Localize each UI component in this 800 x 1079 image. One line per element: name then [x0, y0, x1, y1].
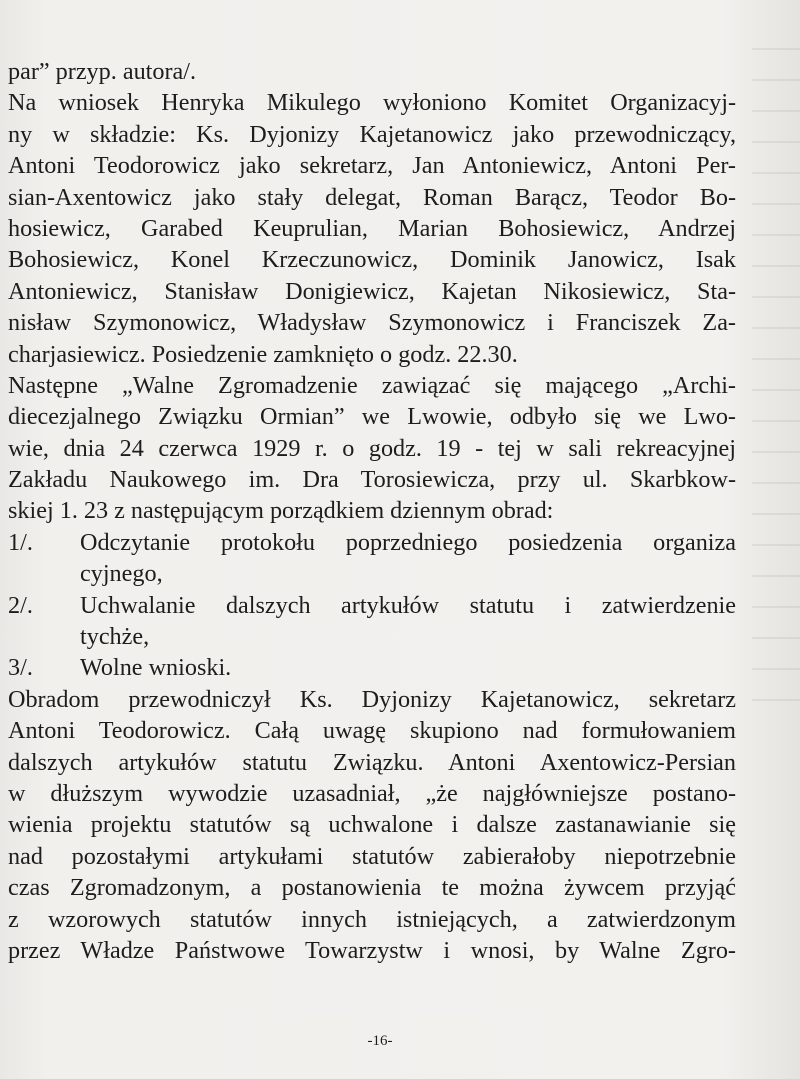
agenda-item — [8, 527, 736, 558]
text-line: wie, dnia 24 czerwca 1929 r. o godz. 19 - tej w sali rekreacyjnej — [8, 434, 736, 462]
text-line: Antoni Teodorowicz jako sekretarz, Jan Antoniewicz, Antoni Per- — [8, 152, 736, 180]
text-line: wienia projektu statutów są uchwalone i dalsze zastanawianie się — [8, 811, 736, 839]
agenda-item-continuation: cyjnego, — [80, 560, 163, 588]
agenda-item — [8, 652, 736, 683]
body-text — [8, 56, 736, 966]
text-line: Obradom przewodniczył Ks. Dyjonizy Kajetanowicz, sekretarz — [8, 685, 736, 713]
agenda-item-number: 2/. — [8, 591, 33, 619]
text-line: hosiewicz, Garabed Keuprulian, Marian Bohosiewicz, Andrzej — [8, 214, 736, 242]
page-number: -16- — [367, 1033, 393, 1049]
text-line: czas Zgromadzonym, a postanowienia te można żywcem przyjąć — [8, 874, 736, 902]
agenda-item-text: Odczytanie protokołu poprzedniego posiedzenia organiza — [80, 528, 736, 556]
text-line: Zakładu Naukowego im. Dra Torosiewicza, przy ul. Skarbkow- — [8, 466, 736, 494]
text-line: w dłuższym wywodzie uzasadniał, „że najgłówniejsze postano- — [8, 779, 736, 807]
text-line: Na wniosek Henryka Mikulego wyłoniono Komitet Organizacyj- — [8, 89, 736, 117]
agenda-item-number: 1/. — [8, 528, 33, 556]
agenda-item-text: Uchwalanie dalszych artykułów statutu i zatwierdzenie — [80, 591, 736, 619]
text-line: nisław Szymonowicz, Władysław Szymonowicz i Franciszek Za- — [8, 309, 736, 337]
text-line: Bohosiewicz, Konel Krzeczunowicz, Dominik Janowicz, Isak — [8, 246, 736, 274]
text-line: z wzorowych statutów innych istniejących, a zatwierdzonym — [8, 905, 736, 933]
text-line: charjasiewicz. Posiedzenie zamknięto o godz. 22.30. — [8, 340, 518, 368]
agenda-item-continuation: tychże, — [80, 623, 150, 651]
text-line: Następne „Walne Zgromadzenie zawiązać się mającego „Archi- — [8, 371, 736, 399]
text-line: przez Władze Państwowe Towarzystw i wnosi, by Walne Zgro- — [8, 936, 736, 964]
agenda-item-number: 3/. — [8, 654, 33, 682]
text-line: dalszych artykułów statutu Związku. Antoni Axentowicz-Persian — [8, 748, 736, 776]
text-line: par” przyp. autora/. — [8, 58, 197, 85]
reverse-side-bleedthrough — [752, 30, 800, 730]
agenda-item-text: Wolne wnioski. — [80, 654, 232, 682]
text-line: skiej 1. 23 z następującym porządkiem dziennym obrad: — [8, 497, 554, 525]
text-line: sian-Axentowicz jako stały delegat, Roman Barącz, Teodor Bo- — [8, 183, 736, 211]
text-line: diecezjalnego Związku Ormian” we Lwowie, odbyło się we Lwo- — [8, 403, 736, 431]
text-line: Antoniewicz, Stanisław Donigiewicz, Kajetan Nikosiewicz, Sta- — [8, 277, 736, 305]
text-line: Antoni Teodorowicz. Całą uwagę skupiono nad formułowaniem — [8, 717, 736, 745]
agenda-item — [8, 590, 736, 621]
text-line: ny w składzie: Ks. Dyjonizy Kajetanowicz jako przewodniczący, — [8, 120, 736, 148]
text-line: nad pozostałymi artykułami statutów zabierałoby niepotrzebnie — [8, 842, 736, 870]
